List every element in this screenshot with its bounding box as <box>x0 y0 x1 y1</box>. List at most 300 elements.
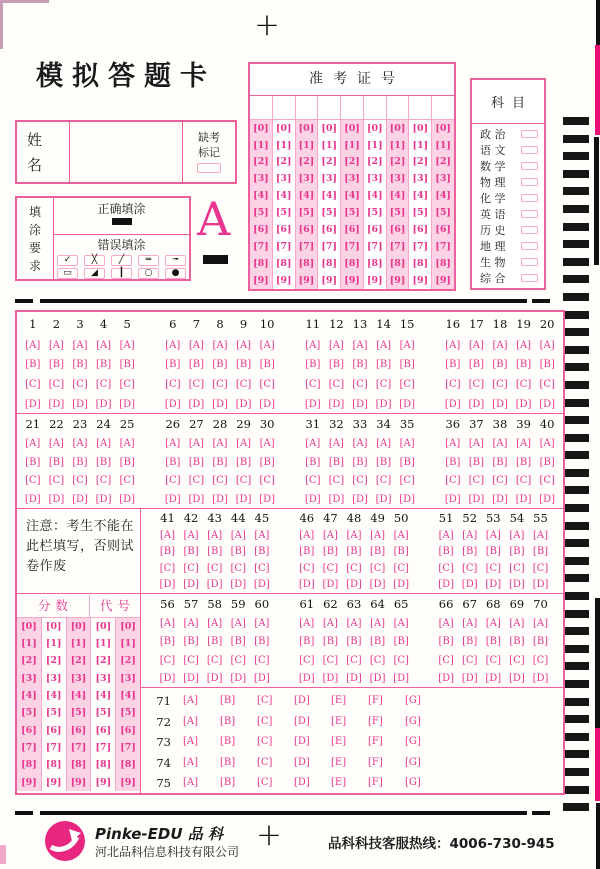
digit-bubble[interactable]: [9] <box>21 776 37 788</box>
option-bubble[interactable]: [A] <box>376 438 392 450</box>
option-bubble[interactable]: [C] <box>539 475 555 487</box>
option-bubble[interactable]: [D] <box>206 672 223 684</box>
option-bubble[interactable]: [D] <box>399 398 416 410</box>
option-bubble[interactable]: [G] <box>405 715 421 727</box>
option-bubble[interactable]: [A] <box>376 339 392 351</box>
option-bubble[interactable]: [A] <box>159 530 175 542</box>
option-bubble[interactable]: [A] <box>509 618 525 630</box>
option-bubble[interactable]: [A] <box>539 339 555 351</box>
subject-fill-bubble[interactable] <box>521 210 538 218</box>
digit-bubble[interactable]: [8] <box>389 257 406 269</box>
digit-bubble[interactable]: [5] <box>298 207 315 219</box>
option-bubble[interactable]: [A] <box>254 530 270 542</box>
option-bubble[interactable]: [A] <box>516 339 532 351</box>
option-bubble[interactable]: [A] <box>119 438 135 450</box>
option-bubble[interactable]: [D] <box>375 493 392 505</box>
option-bubble[interactable]: [C] <box>212 379 228 391</box>
digit-bubble[interactable]: [7] <box>70 741 87 753</box>
option-bubble[interactable]: [C] <box>438 654 454 666</box>
option-bubble[interactable]: [C] <box>188 379 205 391</box>
digit-bubble[interactable]: [6] <box>435 224 451 236</box>
digit-bubble[interactable]: [5] <box>366 207 383 219</box>
digit-bubble[interactable]: [0] <box>321 122 338 134</box>
digit-bubble[interactable]: [9] <box>70 776 87 788</box>
option-bubble[interactable]: [A] <box>328 438 344 450</box>
subject-fill-bubble[interactable] <box>521 194 538 202</box>
option-bubble[interactable]: [B] <box>468 359 484 371</box>
option-bubble[interactable]: [A] <box>183 756 199 768</box>
option-bubble[interactable]: [A] <box>445 438 461 450</box>
option-bubble[interactable]: [B] <box>370 636 386 648</box>
option-bubble[interactable]: [G] <box>405 695 421 706</box>
option-bubble[interactable]: [D] <box>119 398 136 410</box>
digit-bubble[interactable]: [3] <box>21 672 37 684</box>
option-bubble[interactable]: [D] <box>294 715 310 727</box>
digit-bubble[interactable]: [4] <box>389 190 406 202</box>
option-bubble[interactable]: [D] <box>72 398 88 410</box>
option-bubble[interactable]: [D] <box>539 493 556 505</box>
digit-bubble[interactable]: [0] <box>275 122 292 134</box>
option-bubble[interactable]: [B] <box>539 359 555 371</box>
option-bubble[interactable]: [E] <box>331 756 347 768</box>
option-bubble[interactable]: [A] <box>399 438 415 450</box>
digit-bubble[interactable]: [3] <box>120 672 136 684</box>
option-bubble[interactable]: [C] <box>485 654 502 666</box>
option-bubble[interactable]: [C] <box>509 654 525 666</box>
option-bubble[interactable]: [C] <box>438 562 454 574</box>
digit-bubble[interactable]: [9] <box>344 274 360 286</box>
digit-bubble[interactable]: [4] <box>70 690 87 702</box>
option-bubble[interactable]: [C] <box>25 379 41 391</box>
option-bubble[interactable]: [A] <box>539 438 555 450</box>
option-bubble[interactable]: [B] <box>399 456 415 468</box>
option-bubble[interactable]: [D] <box>294 756 310 768</box>
option-bubble[interactable]: [B] <box>438 546 454 558</box>
option-bubble[interactable]: [A] <box>183 715 199 727</box>
option-bubble[interactable]: [D] <box>328 493 345 505</box>
option-bubble[interactable]: [A] <box>48 438 64 450</box>
option-bubble[interactable]: [B] <box>230 636 246 648</box>
digit-bubble[interactable]: [2] <box>435 156 451 168</box>
digit-bubble[interactable]: [4] <box>275 190 292 202</box>
option-bubble[interactable]: [A] <box>72 339 88 351</box>
digit-bubble[interactable]: [6] <box>95 724 112 736</box>
option-bubble[interactable]: [B] <box>485 546 501 558</box>
option-bubble[interactable]: [A] <box>207 618 223 630</box>
option-bubble[interactable]: [C] <box>399 379 415 391</box>
option-bubble[interactable]: [F] <box>368 715 383 727</box>
option-bubble[interactable]: [A] <box>236 339 252 351</box>
digit-bubble[interactable]: [7] <box>389 240 406 252</box>
option-bubble[interactable]: [A] <box>445 339 461 351</box>
ticket-write-cell[interactable] <box>341 96 364 119</box>
option-bubble[interactable]: [B] <box>254 636 270 648</box>
digit-bubble[interactable]: [0] <box>435 122 451 134</box>
digit-bubble[interactable]: [7] <box>366 240 383 252</box>
option-bubble[interactable]: [C] <box>206 654 223 666</box>
digit-bubble[interactable]: [2] <box>45 655 62 667</box>
option-bubble[interactable]: [C] <box>72 379 88 391</box>
option-bubble[interactable]: [D] <box>159 578 176 590</box>
option-bubble[interactable]: [C] <box>445 475 461 487</box>
digit-bubble[interactable]: [0] <box>45 620 62 632</box>
option-bubble[interactable]: [C] <box>305 475 321 487</box>
option-bubble[interactable]: [B] <box>96 456 112 468</box>
name-write-area[interactable] <box>70 122 182 182</box>
digit-bubble[interactable]: [0] <box>366 122 383 134</box>
digit-bubble[interactable]: [5] <box>412 207 429 219</box>
digit-bubble[interactable]: [5] <box>253 207 269 219</box>
digit-bubble[interactable]: [5] <box>70 707 87 719</box>
option-bubble[interactable]: [B] <box>220 736 236 747</box>
option-bubble[interactable]: [D] <box>485 672 502 684</box>
option-bubble[interactable]: [D] <box>188 398 205 410</box>
option-bubble[interactable]: [C] <box>299 562 315 574</box>
digit-bubble[interactable]: [2] <box>120 655 136 667</box>
digit-bubble[interactable]: [3] <box>435 173 451 185</box>
option-bubble[interactable]: [C] <box>188 475 205 487</box>
option-bubble[interactable]: [D] <box>461 672 478 684</box>
option-bubble[interactable]: [A] <box>25 339 41 351</box>
option-bubble[interactable]: [C] <box>235 475 252 487</box>
option-bubble[interactable]: [D] <box>304 398 321 410</box>
option-bubble[interactable]: [C] <box>299 654 315 666</box>
digit-bubble[interactable]: [6] <box>120 724 136 736</box>
option-bubble[interactable]: [B] <box>220 715 236 727</box>
option-bubble[interactable]: [D] <box>159 672 176 684</box>
option-bubble[interactable]: [A] <box>485 530 501 542</box>
option-bubble[interactable]: [B] <box>188 359 204 371</box>
option-bubble[interactable]: [A] <box>346 530 362 542</box>
digit-bubble[interactable]: [8] <box>298 257 315 269</box>
option-bubble[interactable]: [A] <box>305 438 321 450</box>
option-bubble[interactable]: [A] <box>259 438 275 450</box>
option-bubble[interactable]: [A] <box>352 438 368 450</box>
option-bubble[interactable]: [A] <box>393 618 409 630</box>
option-bubble[interactable]: [C] <box>492 379 508 391</box>
digit-bubble[interactable]: [4] <box>21 690 37 702</box>
digit-bubble[interactable]: [5] <box>45 707 62 719</box>
option-bubble[interactable]: [D] <box>461 578 478 590</box>
option-bubble[interactable]: [D] <box>393 672 410 684</box>
digit-bubble[interactable]: [1] <box>366 139 383 151</box>
option-bubble[interactable]: [A] <box>492 438 508 450</box>
digit-bubble[interactable]: [0] <box>253 122 269 134</box>
option-bubble[interactable]: [C] <box>159 654 176 666</box>
option-bubble[interactable]: [D] <box>235 493 252 505</box>
option-bubble[interactable]: [D] <box>48 398 65 410</box>
option-bubble[interactable]: [A] <box>468 339 484 351</box>
subject-fill-bubble[interactable] <box>521 274 538 282</box>
option-bubble[interactable]: [C] <box>468 475 485 487</box>
option-bubble[interactable]: [A] <box>352 339 368 351</box>
option-bubble[interactable]: [B] <box>207 546 223 558</box>
option-bubble[interactable]: [C] <box>48 379 65 391</box>
digit-bubble[interactable]: [2] <box>366 156 383 168</box>
option-bubble[interactable]: [C] <box>305 379 321 391</box>
option-bubble[interactable]: [B] <box>96 359 112 371</box>
absent-mark-bubble[interactable] <box>197 163 221 173</box>
option-bubble[interactable]: [B] <box>299 636 315 648</box>
digit-bubble[interactable]: [5] <box>321 207 338 219</box>
option-bubble[interactable]: [C] <box>257 777 273 788</box>
option-bubble[interactable]: [B] <box>25 359 41 371</box>
digit-bubble[interactable]: [1] <box>95 638 112 650</box>
option-bubble[interactable]: [C] <box>159 562 176 574</box>
option-bubble[interactable]: [A] <box>438 530 454 542</box>
option-bubble[interactable]: [C] <box>119 379 135 391</box>
option-bubble[interactable]: [A] <box>393 530 409 542</box>
digit-bubble[interactable]: [7] <box>95 741 112 753</box>
option-bubble[interactable]: [C] <box>257 695 273 706</box>
option-bubble[interactable]: [D] <box>206 578 223 590</box>
digit-bubble[interactable]: [2] <box>344 156 360 168</box>
digit-bubble[interactable]: [1] <box>344 139 360 151</box>
digit-bubble[interactable]: [7] <box>298 240 315 252</box>
option-bubble[interactable]: [B] <box>393 546 409 558</box>
option-bubble[interactable]: [D] <box>188 493 205 505</box>
option-bubble[interactable]: [D] <box>95 493 112 505</box>
option-bubble[interactable]: [C] <box>206 562 223 574</box>
digit-bubble[interactable]: [3] <box>45 672 62 684</box>
option-bubble[interactable]: [D] <box>468 398 485 410</box>
option-bubble[interactable]: [D] <box>259 493 276 505</box>
option-bubble[interactable]: [A] <box>230 530 246 542</box>
option-bubble[interactable]: [B] <box>485 636 501 648</box>
digit-bubble[interactable]: [4] <box>366 190 383 202</box>
option-bubble[interactable]: [A] <box>399 339 415 351</box>
option-bubble[interactable]: [C] <box>212 475 228 487</box>
digit-bubble[interactable]: [1] <box>120 638 136 650</box>
option-bubble[interactable]: [D] <box>375 398 392 410</box>
digit-bubble[interactable]: [1] <box>435 139 451 151</box>
digit-bubble[interactable]: [9] <box>95 776 112 788</box>
digit-bubble[interactable]: [8] <box>366 257 383 269</box>
option-bubble[interactable]: [B] <box>212 359 228 371</box>
option-bubble[interactable]: [A] <box>183 618 199 630</box>
option-bubble[interactable]: [B] <box>305 359 321 371</box>
option-bubble[interactable]: [C] <box>445 379 461 391</box>
digit-bubble[interactable]: [9] <box>120 776 136 788</box>
option-bubble[interactable]: [C] <box>259 379 275 391</box>
option-bubble[interactable]: [D] <box>468 493 485 505</box>
digit-bubble[interactable]: [1] <box>412 139 429 151</box>
option-bubble[interactable]: [D] <box>492 398 508 410</box>
option-bubble[interactable]: [D] <box>393 578 410 590</box>
digit-bubble[interactable]: [3] <box>95 672 112 684</box>
ticket-write-cell[interactable] <box>296 96 319 119</box>
digit-bubble[interactable]: [1] <box>321 139 338 151</box>
option-bubble[interactable]: [B] <box>468 456 484 468</box>
option-bubble[interactable]: [A] <box>254 618 270 630</box>
option-bubble[interactable]: [B] <box>299 546 315 558</box>
digit-bubble[interactable]: [6] <box>45 724 62 736</box>
digit-bubble[interactable]: [6] <box>321 224 338 236</box>
digit-bubble[interactable]: [5] <box>21 707 37 719</box>
digit-bubble[interactable]: [9] <box>435 274 451 286</box>
option-bubble[interactable]: [C] <box>492 475 508 487</box>
digit-bubble[interactable]: [7] <box>412 240 429 252</box>
digit-bubble[interactable]: [4] <box>45 690 62 702</box>
option-bubble[interactable]: [D] <box>539 398 556 410</box>
digit-bubble[interactable]: [3] <box>253 173 269 185</box>
option-bubble[interactable]: [D] <box>294 777 310 788</box>
option-bubble[interactable]: [A] <box>188 438 204 450</box>
option-bubble[interactable]: [A] <box>207 530 223 542</box>
option-bubble[interactable]: [B] <box>259 456 275 468</box>
digit-bubble[interactable]: [8] <box>95 759 112 771</box>
option-bubble[interactable]: [A] <box>438 618 454 630</box>
option-bubble[interactable]: [B] <box>346 636 362 648</box>
option-bubble[interactable]: [B] <box>230 546 246 558</box>
digit-bubble[interactable]: [3] <box>412 173 429 185</box>
option-bubble[interactable]: [B] <box>328 359 344 371</box>
option-bubble[interactable]: [A] <box>370 618 386 630</box>
option-bubble[interactable]: [D] <box>212 398 228 410</box>
option-bubble[interactable]: [A] <box>48 339 64 351</box>
option-bubble[interactable]: [D] <box>352 493 368 505</box>
option-bubble[interactable]: [B] <box>119 359 135 371</box>
digit-bubble[interactable]: [0] <box>389 122 406 134</box>
option-bubble[interactable]: [D] <box>352 398 368 410</box>
option-bubble[interactable]: [A] <box>299 618 315 630</box>
option-bubble[interactable]: [C] <box>230 562 246 574</box>
option-bubble[interactable]: [B] <box>438 636 454 648</box>
digit-bubble[interactable]: [0] <box>412 122 429 134</box>
option-bubble[interactable]: [B] <box>25 456 41 468</box>
option-bubble[interactable]: [D] <box>328 398 345 410</box>
option-bubble[interactable]: [C] <box>399 475 415 487</box>
option-bubble[interactable]: [F] <box>368 756 383 768</box>
option-bubble[interactable]: [A] <box>509 530 525 542</box>
digit-bubble[interactable]: [0] <box>298 122 315 134</box>
digit-bubble[interactable]: [4] <box>95 690 112 702</box>
option-bubble[interactable]: [B] <box>188 456 204 468</box>
option-bubble[interactable]: [C] <box>346 654 362 666</box>
option-bubble[interactable]: [A] <box>532 618 549 630</box>
digit-bubble[interactable]: [2] <box>389 156 406 168</box>
option-bubble[interactable]: [A] <box>25 438 41 450</box>
digit-bubble[interactable]: [1] <box>275 139 292 151</box>
digit-bubble[interactable]: [2] <box>412 156 429 168</box>
option-bubble[interactable]: [D] <box>183 578 199 590</box>
digit-bubble[interactable]: [4] <box>120 690 136 702</box>
digit-bubble[interactable]: [6] <box>253 224 269 236</box>
digit-bubble[interactable]: [7] <box>435 240 451 252</box>
option-bubble[interactable]: [C] <box>257 736 273 747</box>
digit-bubble[interactable]: [2] <box>21 655 37 667</box>
option-bubble[interactable]: [D] <box>72 493 88 505</box>
option-bubble[interactable]: [C] <box>532 654 549 666</box>
digit-bubble[interactable]: [7] <box>344 240 360 252</box>
digit-bubble[interactable]: [7] <box>45 741 62 753</box>
option-bubble[interactable]: [C] <box>25 475 41 487</box>
digit-bubble[interactable]: [7] <box>253 240 269 252</box>
option-bubble[interactable]: [D] <box>515 493 532 505</box>
digit-bubble[interactable]: [0] <box>95 620 112 632</box>
option-bubble[interactable]: [B] <box>509 546 525 558</box>
option-bubble[interactable]: [C] <box>95 379 112 391</box>
option-bubble[interactable]: [D] <box>164 398 181 410</box>
digit-bubble[interactable]: [4] <box>321 190 338 202</box>
option-bubble[interactable]: [D] <box>438 672 455 684</box>
option-bubble[interactable]: [A] <box>370 530 386 542</box>
option-bubble[interactable]: [C] <box>468 379 485 391</box>
option-bubble[interactable]: [D] <box>369 672 386 684</box>
option-bubble[interactable]: [B] <box>492 456 508 468</box>
digit-bubble[interactable]: [4] <box>435 190 451 202</box>
option-bubble[interactable]: [C] <box>369 654 386 666</box>
option-bubble[interactable]: [B] <box>539 456 555 468</box>
option-bubble[interactable]: [A] <box>462 618 478 630</box>
ticket-write-cell[interactable] <box>273 96 296 119</box>
digit-bubble[interactable]: [9] <box>321 274 338 286</box>
option-bubble[interactable]: [C] <box>515 379 532 391</box>
option-bubble[interactable]: [C] <box>485 562 502 574</box>
digit-bubble[interactable]: [1] <box>298 139 315 151</box>
option-bubble[interactable]: [D] <box>369 578 386 590</box>
digit-bubble[interactable]: [5] <box>389 207 406 219</box>
option-bubble[interactable]: [B] <box>72 456 88 468</box>
option-bubble[interactable]: [D] <box>508 578 525 590</box>
option-bubble[interactable]: [C] <box>328 379 345 391</box>
option-bubble[interactable]: [B] <box>532 546 549 558</box>
option-bubble[interactable]: [D] <box>492 493 508 505</box>
option-bubble[interactable]: [C] <box>119 475 135 487</box>
digit-bubble[interactable]: [8] <box>275 257 292 269</box>
option-bubble[interactable]: [B] <box>352 456 368 468</box>
option-bubble[interactable]: [A] <box>492 339 508 351</box>
option-bubble[interactable]: [A] <box>188 339 204 351</box>
option-bubble[interactable]: [E] <box>331 695 347 706</box>
option-bubble[interactable]: [B] <box>259 359 275 371</box>
option-bubble[interactable]: [B] <box>159 636 176 648</box>
option-bubble[interactable]: [B] <box>376 456 392 468</box>
digit-bubble[interactable]: [4] <box>253 190 269 202</box>
digit-bubble[interactable]: [8] <box>120 759 136 771</box>
option-bubble[interactable]: [C] <box>352 475 368 487</box>
digit-bubble[interactable]: [6] <box>70 724 87 736</box>
digit-bubble[interactable]: [2] <box>70 655 87 667</box>
option-bubble[interactable]: [B] <box>328 456 344 468</box>
option-bubble[interactable]: [C] <box>254 562 270 574</box>
option-bubble[interactable]: [C] <box>183 562 199 574</box>
option-bubble[interactable]: [A] <box>328 339 344 351</box>
option-bubble[interactable]: [A] <box>96 438 112 450</box>
option-bubble[interactable]: [D] <box>399 493 416 505</box>
option-bubble[interactable]: [F] <box>368 695 383 706</box>
option-bubble[interactable]: [C] <box>165 475 181 487</box>
option-bubble[interactable]: [A] <box>183 695 199 706</box>
option-bubble[interactable]: [D] <box>298 672 315 684</box>
subject-fill-bubble[interactable] <box>521 226 538 234</box>
digit-bubble[interactable]: [6] <box>275 224 292 236</box>
digit-bubble[interactable]: [9] <box>389 274 406 286</box>
digit-bubble[interactable]: [6] <box>412 224 429 236</box>
option-bubble[interactable]: [B] <box>445 456 461 468</box>
option-bubble[interactable]: [B] <box>376 359 392 371</box>
option-bubble[interactable]: [C] <box>346 562 362 574</box>
digit-bubble[interactable]: [3] <box>389 173 406 185</box>
option-bubble[interactable]: [A] <box>346 618 362 630</box>
option-bubble[interactable]: [A] <box>532 530 549 542</box>
digit-bubble[interactable]: [1] <box>389 139 406 151</box>
option-bubble[interactable]: [G] <box>405 756 421 768</box>
option-bubble[interactable]: [B] <box>370 546 386 558</box>
digit-bubble[interactable]: [3] <box>298 173 315 185</box>
digit-bubble[interactable]: [6] <box>389 224 406 236</box>
digit-bubble[interactable]: [1] <box>21 638 37 650</box>
